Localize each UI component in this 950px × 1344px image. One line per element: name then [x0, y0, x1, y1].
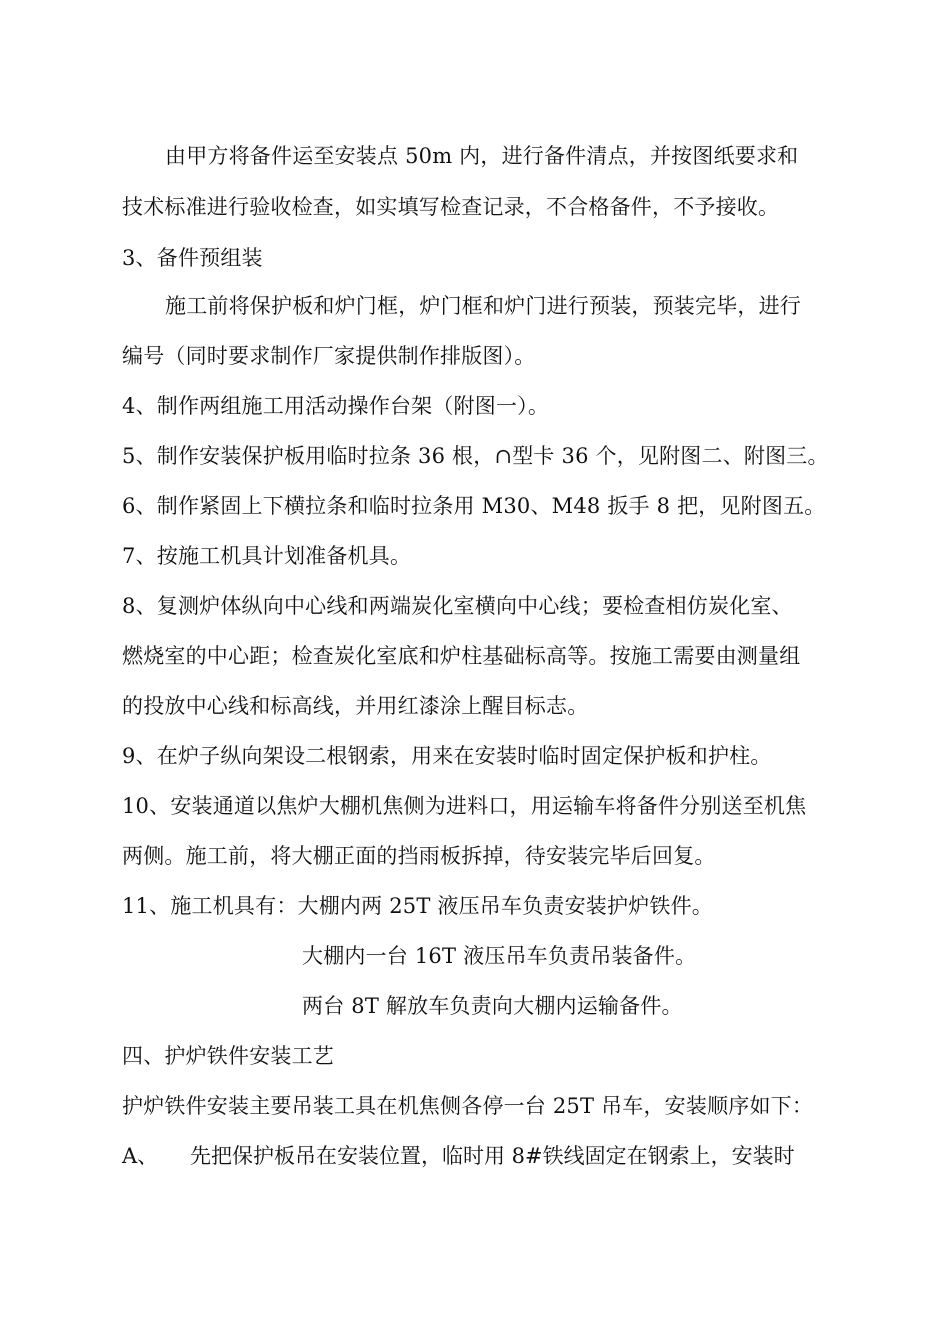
step-a-text: 先把保护板吊在安装位置，临时用 8#铁线固定在钢索上，安装时 [190, 1144, 795, 1168]
list-item-7: 7、按施工机具计划准备机具。 [122, 544, 412, 568]
list-item-11: 11、施工机具有：大棚内两 25T 液压吊车负责安装护炉铁件。 [122, 894, 713, 918]
equipment-item-3: 两台 8T 解放车负责向大棚内运输备件。 [302, 994, 683, 1018]
list-item-9: 9、在炉子纵向架设二根钢索，用来在安装时临时固定保护板和护柱。 [122, 744, 772, 768]
paragraph-line-2: 技术标准进行验收检查，如实填写检查记录，不合格备件，不予接收。 [122, 195, 780, 219]
list-item-10-line-1: 10、安装通道以焦炉大棚机焦侧为进料口，用运输车将备件分别送至机焦 [122, 794, 807, 818]
paragraph-line-1: 由甲方将备件运至安装点 50m 内，进行备件清点，并按图纸要求和 [165, 144, 799, 168]
step-a-label: A、 [122, 1144, 159, 1168]
section-heading-3: 3、备件预组装 [122, 246, 263, 270]
list-item-5: 5、制作安装保护板用临时拉条 36 根，∩型卡 36 个，见附图二、附图三。 [122, 444, 829, 468]
paragraph-line-4: 编号（同时要求制作厂家提供制作排版图）。 [122, 344, 536, 368]
paragraph-line-3: 施工前将保护板和炉门框，炉门框和炉门进行预装，预装完毕，进行 [165, 294, 801, 318]
section-paragraph: 护炉铁件安装主要吊装工具在机焦侧各停一台 25T 吊车，安装顺序如下： [122, 1094, 814, 1118]
section-heading-4: 四、护炉铁件安装工艺 [122, 1044, 334, 1068]
list-item-8-line-1: 8、复测炉体纵向中心线和两端炭化室横向中心线；要检查相仿炭化室、 [122, 594, 793, 618]
equipment-item-2: 大棚内一台 16T 液压吊车负责吊装备件。 [302, 944, 697, 968]
list-item-4: 4、制作两组施工用活动操作台架（附图一）。 [122, 394, 550, 418]
list-item-8-line-3: 的投放中心线和标高线，并用红漆涂上醒目标志。 [122, 694, 589, 718]
list-item-6: 6、制作紧固上下横拉条和临时拉条用 M30、M48 扳手 8 把，见附图五。 [122, 494, 826, 518]
list-item-8-line-2: 燃烧室的中心距；检查炭化室底和炉柱基础标高等。按施工需要由测量组 [122, 644, 801, 668]
list-item-10-line-2: 两侧。施工前，将大棚正面的挡雨板拆掉，待安装完毕后回复。 [122, 844, 716, 868]
